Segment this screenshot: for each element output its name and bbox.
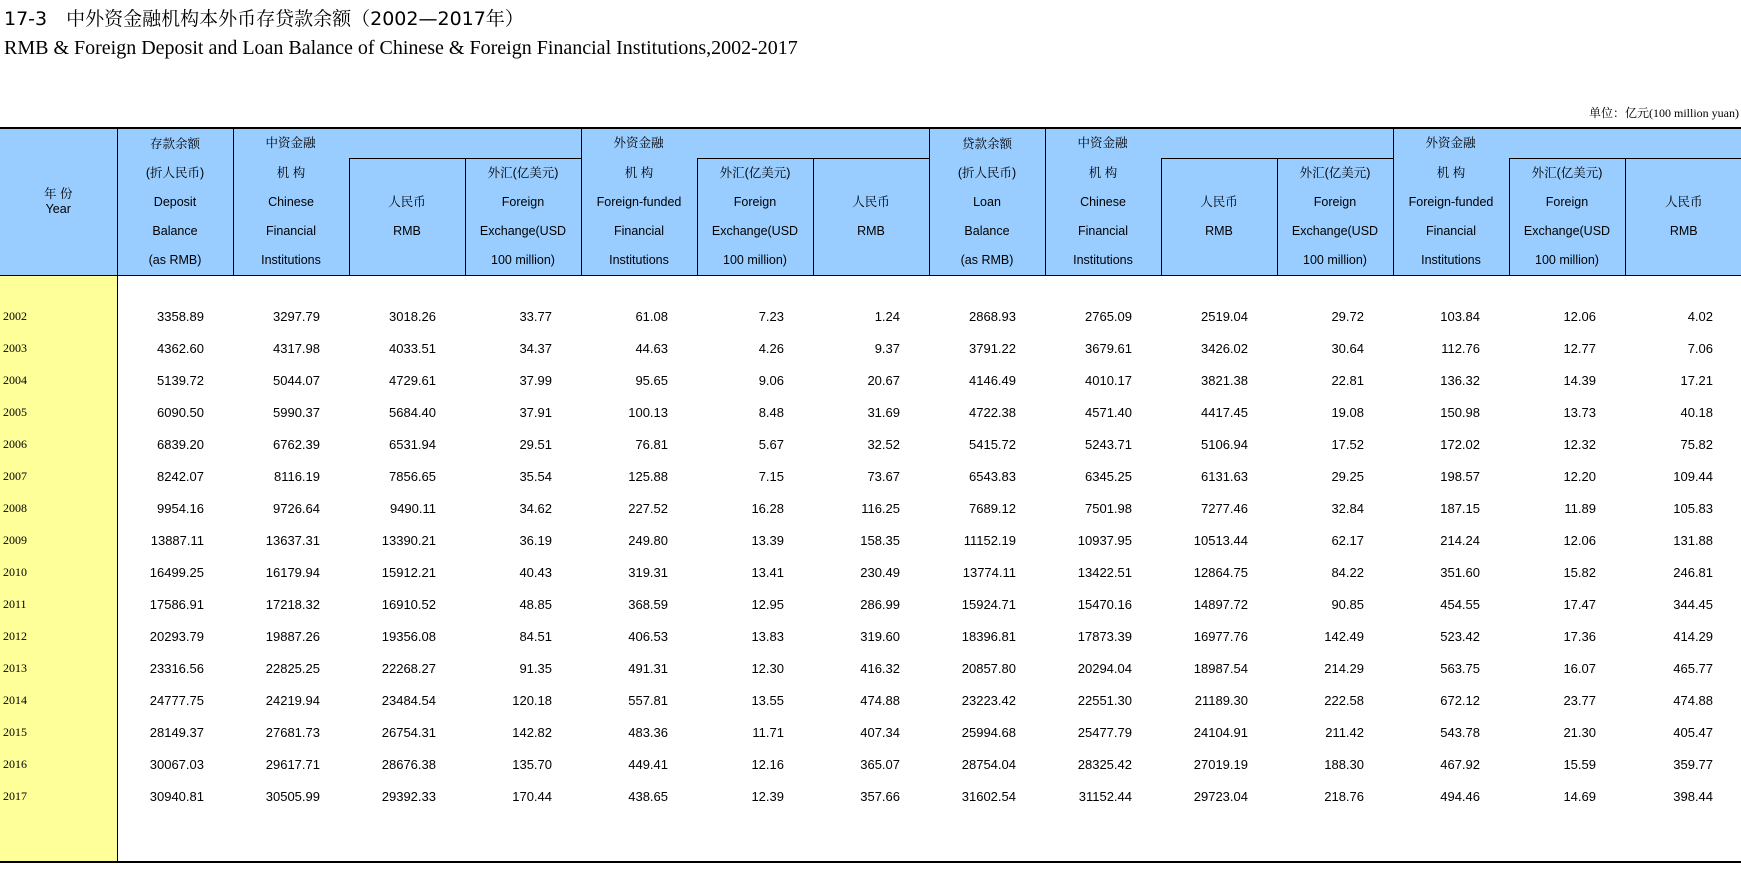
header-year: 年 份 Year [0, 128, 117, 276]
value-cell: 22268.27 [381, 660, 436, 676]
value-cell: 3297.79 [273, 308, 320, 324]
table-row [0, 748, 1741, 780]
value-cell: 27019.19 [1193, 756, 1248, 772]
value-cell: 5243.71 [1085, 436, 1132, 452]
value-cell: 172.02 [1440, 436, 1480, 452]
table-bottom-filler [0, 812, 1741, 862]
header-loan-balance: 贷款余额 (折人民币) Loan Balance (as RMB) [929, 128, 1045, 276]
value-cell: 9490.11 [389, 500, 436, 516]
value-cell: 3018.26 [389, 308, 436, 324]
year-cell: 2007 [0, 460, 117, 492]
value-cell: 5139.72 [157, 372, 204, 388]
year-cell: 2006 [0, 428, 117, 460]
value-cell: 211.42 [1325, 724, 1364, 740]
value-cell: 25477.79 [1077, 724, 1132, 740]
value-cell: 3679.61 [1085, 340, 1132, 356]
unit-label: 单位：亿元(100 million yuan) [1589, 106, 1739, 120]
header-chinese-institutions-deposit: 机 构 Chinese Financial Institutions [233, 159, 349, 276]
value-cell: 91.35 [519, 660, 552, 676]
table-row [0, 780, 1741, 812]
value-cell: 36.19 [519, 532, 552, 548]
value-cell: 6531.94 [389, 436, 436, 452]
value-cell: 19356.08 [381, 628, 436, 644]
value-cell: 21189.30 [1194, 692, 1248, 708]
value-cell: 142.49 [1324, 628, 1364, 644]
value-cell: 4317.98 [273, 340, 320, 356]
value-cell: 474.88 [1673, 692, 1714, 708]
table-row [0, 684, 1741, 716]
value-cell: 48.85 [519, 596, 552, 612]
value-cell: 21.30 [1563, 724, 1596, 740]
value-cell: 6345.25 [1085, 468, 1132, 484]
value-cell: 319.31 [628, 564, 668, 580]
table-row [0, 460, 1741, 492]
value-cell: 18987.54 [1193, 660, 1248, 676]
value-cell: 12.20 [1563, 468, 1596, 484]
value-cell: 30940.81 [149, 788, 204, 804]
year-cell: 2012 [0, 620, 117, 652]
value-cell: 14897.72 [1193, 596, 1248, 612]
value-cell: 474.88 [860, 692, 900, 708]
year-cell: 2015 [0, 716, 117, 748]
value-cell: 35.54 [519, 468, 552, 484]
value-cell: 563.75 [1440, 660, 1480, 676]
value-cell: 24219.94 [265, 692, 320, 708]
value-cell: 40.18 [1680, 404, 1714, 420]
year-cell: 2017 [0, 780, 117, 812]
value-cell: 12864.75 [1193, 564, 1248, 580]
value-cell: 4729.61 [389, 372, 436, 388]
value-cell: 30505.99 [265, 788, 320, 804]
year-cell: 2008 [0, 492, 117, 524]
value-cell: 249.80 [628, 532, 668, 548]
header-chinese-rmb-deposit: 人民币 RMB [349, 159, 465, 276]
value-cell: 5.67 [758, 436, 784, 452]
value-cell: 26754.31 [381, 724, 436, 740]
value-cell: 28325.42 [1077, 756, 1132, 772]
value-cell: 8242.07 [157, 468, 204, 484]
value-cell: 5044.07 [273, 372, 320, 388]
value-cell: 170.44 [512, 788, 552, 804]
value-cell: 37.91 [519, 404, 552, 420]
value-cell: 4571.40 [1085, 404, 1132, 420]
value-cell: 8.48 [758, 404, 784, 420]
value-cell: 438.65 [628, 788, 668, 804]
header-deposit-balance: 存款余额 (折人民币) Deposit Balance (as RMB) [117, 128, 233, 276]
value-cell: 23316.56 [149, 660, 204, 676]
value-cell: 62.17 [1331, 532, 1364, 548]
deposit-loan-table [0, 127, 1741, 863]
value-cell: 214.29 [1324, 660, 1364, 676]
value-cell: 16179.94 [265, 564, 320, 580]
value-cell: 73.67 [867, 468, 900, 484]
value-cell: 135.70 [512, 756, 552, 772]
value-cell: 34.62 [519, 500, 552, 516]
value-cell: 16499.25 [149, 564, 204, 580]
value-cell: 187.15 [1440, 500, 1480, 516]
value-cell: 105.83 [1673, 500, 1714, 516]
value-cell: 557.81 [628, 692, 668, 708]
value-cell: 28676.38 [381, 756, 436, 772]
value-cell: 31602.54 [961, 788, 1016, 804]
year-cell: 2013 [0, 652, 117, 684]
table-row [0, 492, 1741, 524]
value-cell: 16977.76 [1193, 628, 1248, 644]
value-cell: 7856.65 [389, 468, 436, 484]
value-cell: 131.88 [1673, 532, 1714, 548]
value-cell: 12.16 [751, 756, 784, 772]
value-cell: 7689.12 [969, 500, 1016, 516]
value-cell: 543.78 [1440, 724, 1480, 740]
header-chinese-fx-loan: 外汇(亿美元) Foreign Exchange(USD 100 million) [1277, 159, 1393, 276]
page-title-chinese: 17-3 中外资金融机构本外币存贷款余额（2002—2017年） [4, 8, 524, 30]
value-cell: 5990.37 [273, 404, 320, 420]
value-cell: 9.37 [874, 340, 900, 356]
value-cell: 11.89 [1564, 500, 1596, 516]
table-row [0, 556, 1741, 588]
value-cell: 10513.44 [1193, 532, 1248, 548]
value-cell: 103.84 [1440, 308, 1480, 324]
table-body [0, 276, 1741, 863]
value-cell: 4.26 [758, 340, 784, 356]
value-cell: 31152.44 [1078, 788, 1132, 804]
value-cell: 28149.37 [149, 724, 204, 740]
value-cell: 11152.19 [963, 532, 1016, 548]
value-cell: 116.25 [861, 500, 900, 516]
header-chinese-rmb-loan: 人民币 RMB [1161, 159, 1277, 276]
value-cell: 30.64 [1331, 340, 1364, 356]
value-cell: 76.81 [635, 436, 668, 452]
value-cell: 120.18 [512, 692, 552, 708]
table-row [0, 300, 1741, 332]
table-row [0, 588, 1741, 620]
value-cell: 3821.38 [1201, 372, 1248, 388]
value-cell: 18396.81 [961, 628, 1016, 644]
value-cell: 95.65 [635, 372, 668, 388]
header-foreign-group-loan: 外资金融 [1393, 128, 1741, 159]
value-cell: 4362.60 [157, 340, 204, 356]
value-cell: 142.82 [512, 724, 552, 740]
value-cell: 7.06 [1687, 340, 1714, 356]
value-cell: 13.73 [1563, 404, 1596, 420]
value-cell: 44.63 [635, 340, 668, 356]
table-row [0, 716, 1741, 748]
value-cell: 11.71 [752, 724, 784, 740]
value-cell: 351.60 [1440, 564, 1480, 580]
value-cell: 15470.16 [1077, 596, 1132, 612]
value-cell: 286.99 [860, 596, 900, 612]
year-cell: 2011 [0, 588, 117, 620]
value-cell: 22.81 [1331, 372, 1364, 388]
value-cell: 4033.51 [389, 340, 436, 356]
value-cell: 12.06 [1563, 308, 1596, 324]
value-cell: 494.46 [1440, 788, 1480, 804]
value-cell: 416.32 [860, 660, 900, 676]
value-cell: 61.08 [635, 308, 668, 324]
value-cell: 25994.68 [961, 724, 1016, 740]
value-cell: 13.55 [751, 692, 784, 708]
value-cell: 84.22 [1331, 564, 1364, 580]
header-foreign-rmb-deposit: 人民币 RMB [813, 159, 929, 276]
value-cell: 125.88 [628, 468, 668, 484]
value-cell: 17873.39 [1077, 628, 1132, 644]
value-cell: 7501.98 [1085, 500, 1132, 516]
header-foreign-fx-loan: 外汇(亿美元) Foreign Exchange(USD 100 million) [1509, 159, 1625, 276]
value-cell: 136.32 [1440, 372, 1480, 388]
table-row [0, 652, 1741, 684]
header-foreign-group-deposit: 外资金融 [581, 128, 929, 159]
value-cell: 6839.20 [157, 436, 204, 452]
value-cell: 449.41 [628, 756, 668, 772]
header-foreign-institutions-deposit: 机 构 Foreign-funded Financial Institutions [581, 159, 697, 276]
table-row [0, 620, 1741, 652]
value-cell: 359.77 [1673, 756, 1714, 772]
value-cell: 3358.89 [157, 308, 204, 324]
value-cell: 405.47 [1673, 724, 1714, 740]
data-table-container [0, 127, 1741, 850]
value-cell: 6543.83 [969, 468, 1016, 484]
value-cell: 20.67 [867, 372, 900, 388]
value-cell: 75.82 [1680, 436, 1714, 452]
value-cell: 20293.79 [149, 628, 204, 644]
value-cell: 29392.33 [381, 788, 436, 804]
value-cell: 12.95 [751, 596, 784, 612]
value-cell: 2765.09 [1085, 308, 1132, 324]
value-cell: 2868.93 [969, 308, 1016, 324]
year-cell: 2016 [0, 748, 117, 780]
value-cell: 12.30 [751, 660, 784, 676]
value-cell: 24777.75 [149, 692, 204, 708]
value-cell: 23223.42 [961, 692, 1016, 708]
value-cell: 4417.45 [1201, 404, 1248, 420]
value-cell: 23.77 [1563, 692, 1596, 708]
value-cell: 198.57 [1440, 468, 1480, 484]
value-cell: 10937.95 [1077, 532, 1132, 548]
value-cell: 13887.11 [150, 532, 204, 548]
value-cell: 33.77 [519, 308, 552, 324]
value-cell: 17218.32 [265, 596, 320, 612]
value-cell: 230.49 [860, 564, 900, 580]
value-cell: 13774.11 [962, 564, 1016, 580]
value-cell: 7.15 [758, 468, 784, 484]
value-cell: 12.32 [1563, 436, 1596, 452]
value-cell: 90.85 [1331, 596, 1364, 612]
value-cell: 465.77 [1673, 660, 1714, 676]
value-cell: 17.47 [1563, 596, 1596, 612]
value-cell: 365.07 [860, 756, 900, 772]
value-cell: 12.77 [1563, 340, 1596, 356]
value-cell: 28754.04 [961, 756, 1016, 772]
value-cell: 29723.04 [1193, 788, 1248, 804]
value-cell: 1.24 [874, 308, 900, 324]
value-cell: 12.39 [751, 788, 784, 804]
page-title-english: RMB & Foreign Deposit and Loan Balance of Chinese & Foreign Financial Institutions,2002-2017 [4, 37, 798, 59]
value-cell: 15.82 [1563, 564, 1596, 580]
value-cell: 24104.91 [1193, 724, 1248, 740]
year-cell: 2002 [0, 300, 117, 332]
value-cell: 14.69 [1563, 788, 1596, 804]
value-cell: 17586.91 [149, 596, 204, 612]
value-cell: 319.60 [860, 628, 900, 644]
value-cell: 222.58 [1324, 692, 1364, 708]
value-cell: 40.43 [519, 564, 552, 580]
value-cell: 9954.16 [157, 500, 204, 516]
value-cell: 13390.21 [381, 532, 436, 548]
value-cell: 6090.50 [157, 404, 204, 420]
value-cell: 218.76 [1324, 788, 1364, 804]
value-cell: 13422.51 [1077, 564, 1132, 580]
value-cell: 13.83 [751, 628, 784, 644]
value-cell: 9.06 [758, 372, 784, 388]
header-chinese-group-loan: 中资金融 [1045, 128, 1393, 159]
value-cell: 100.13 [628, 404, 668, 420]
value-cell: 29.72 [1331, 308, 1364, 324]
value-cell: 16910.52 [381, 596, 436, 612]
value-cell: 23484.54 [381, 692, 436, 708]
value-cell: 483.36 [628, 724, 668, 740]
table-header [0, 128, 1741, 276]
value-cell: 454.55 [1440, 596, 1480, 612]
value-cell: 15.59 [1563, 756, 1596, 772]
value-cell: 7277.46 [1201, 500, 1248, 516]
value-cell: 5684.40 [389, 404, 436, 420]
value-cell: 30067.03 [149, 756, 204, 772]
year-cell: 2005 [0, 396, 117, 428]
value-cell: 523.42 [1440, 628, 1480, 644]
value-cell: 19.08 [1331, 404, 1364, 420]
header-foreign-fx-deposit: 外汇(亿美元) Foreign Exchange(USD 100 million) [697, 159, 813, 276]
value-cell: 4146.49 [969, 372, 1016, 388]
header-chinese-group-deposit: 中资金融 [233, 128, 581, 159]
value-cell: 3791.22 [969, 340, 1016, 356]
value-cell: 4.02 [1687, 308, 1714, 324]
value-cell: 672.12 [1440, 692, 1480, 708]
value-cell: 467.92 [1440, 756, 1480, 772]
value-cell: 491.31 [628, 660, 668, 676]
table-row [0, 524, 1741, 556]
value-cell: 4010.17 [1085, 372, 1132, 388]
header-chinese-institutions-loan: 机 构 Chinese Financial Institutions [1045, 159, 1161, 276]
year-cell: 2003 [0, 332, 117, 364]
table-row [0, 428, 1741, 460]
value-cell: 29617.71 [265, 756, 320, 772]
value-cell: 368.59 [628, 596, 668, 612]
year-cell: 2014 [0, 684, 117, 716]
value-cell: 188.30 [1324, 756, 1364, 772]
year-cell: 2004 [0, 364, 117, 396]
value-cell: 2519.04 [1201, 308, 1248, 324]
header-foreign-institutions-loan: 机 构 Foreign-funded Financial Institutions [1393, 159, 1509, 276]
value-cell: 29.25 [1331, 468, 1364, 484]
value-cell: 344.45 [1673, 596, 1714, 612]
value-cell: 20294.04 [1077, 660, 1132, 676]
value-cell: 4722.38 [969, 404, 1016, 420]
value-cell: 32.52 [867, 436, 900, 452]
value-cell: 27681.73 [265, 724, 320, 740]
value-cell: 414.29 [1673, 628, 1714, 644]
value-cell: 84.51 [519, 628, 552, 644]
value-cell: 3426.02 [1201, 340, 1248, 356]
value-cell: 16.07 [1563, 660, 1596, 676]
value-cell: 7.23 [758, 308, 784, 324]
value-cell: 6762.39 [273, 436, 320, 452]
value-cell: 214.24 [1440, 532, 1480, 548]
value-cell: 17.52 [1331, 436, 1364, 452]
value-cell: 5415.72 [969, 436, 1016, 452]
value-cell: 15924.71 [961, 596, 1016, 612]
value-cell: 158.35 [860, 532, 900, 548]
table-row [0, 332, 1741, 364]
header-chinese-fx-deposit: 外汇(亿美元) Foreign Exchange(USD 100 million) [465, 159, 581, 276]
value-cell: 20857.80 [961, 660, 1016, 676]
value-cell: 17.36 [1563, 628, 1596, 644]
value-cell: 15912.21 [381, 564, 436, 580]
year-cell: 2010 [0, 556, 117, 588]
value-cell: 112.76 [1441, 340, 1480, 356]
value-cell: 16.28 [751, 500, 784, 516]
value-cell: 32.84 [1331, 500, 1364, 516]
value-cell: 29.51 [519, 436, 552, 452]
value-cell: 14.39 [1563, 372, 1596, 388]
header-foreign-rmb-loan: 人民币 RMB [1625, 159, 1741, 276]
value-cell: 22825.25 [265, 660, 320, 676]
value-cell: 17.21 [1680, 372, 1714, 388]
value-cell: 13637.31 [265, 532, 320, 548]
table-row [0, 364, 1741, 396]
value-cell: 150.98 [1440, 404, 1480, 420]
value-cell: 13.41 [751, 564, 784, 580]
value-cell: 8116.19 [273, 468, 320, 484]
value-cell: 19887.26 [265, 628, 320, 644]
value-cell: 31.69 [867, 404, 900, 420]
value-cell: 5106.94 [1201, 436, 1248, 452]
value-cell: 227.52 [628, 500, 668, 516]
value-cell: 398.44 [1673, 788, 1714, 804]
value-cell: 357.66 [860, 788, 900, 804]
value-cell: 12.06 [1563, 532, 1596, 548]
value-cell: 6131.63 [1201, 468, 1248, 484]
value-cell: 407.34 [860, 724, 900, 740]
value-cell: 22551.30 [1077, 692, 1132, 708]
value-cell: 34.37 [519, 340, 552, 356]
value-cell: 37.99 [519, 372, 552, 388]
value-cell: 406.53 [628, 628, 668, 644]
year-cell: 2009 [0, 524, 117, 556]
value-cell: 109.44 [1673, 468, 1714, 484]
value-cell: 13.39 [751, 532, 784, 548]
value-cell: 246.81 [1673, 564, 1714, 580]
value-cell: 9726.64 [273, 500, 320, 516]
table-row [0, 396, 1741, 428]
